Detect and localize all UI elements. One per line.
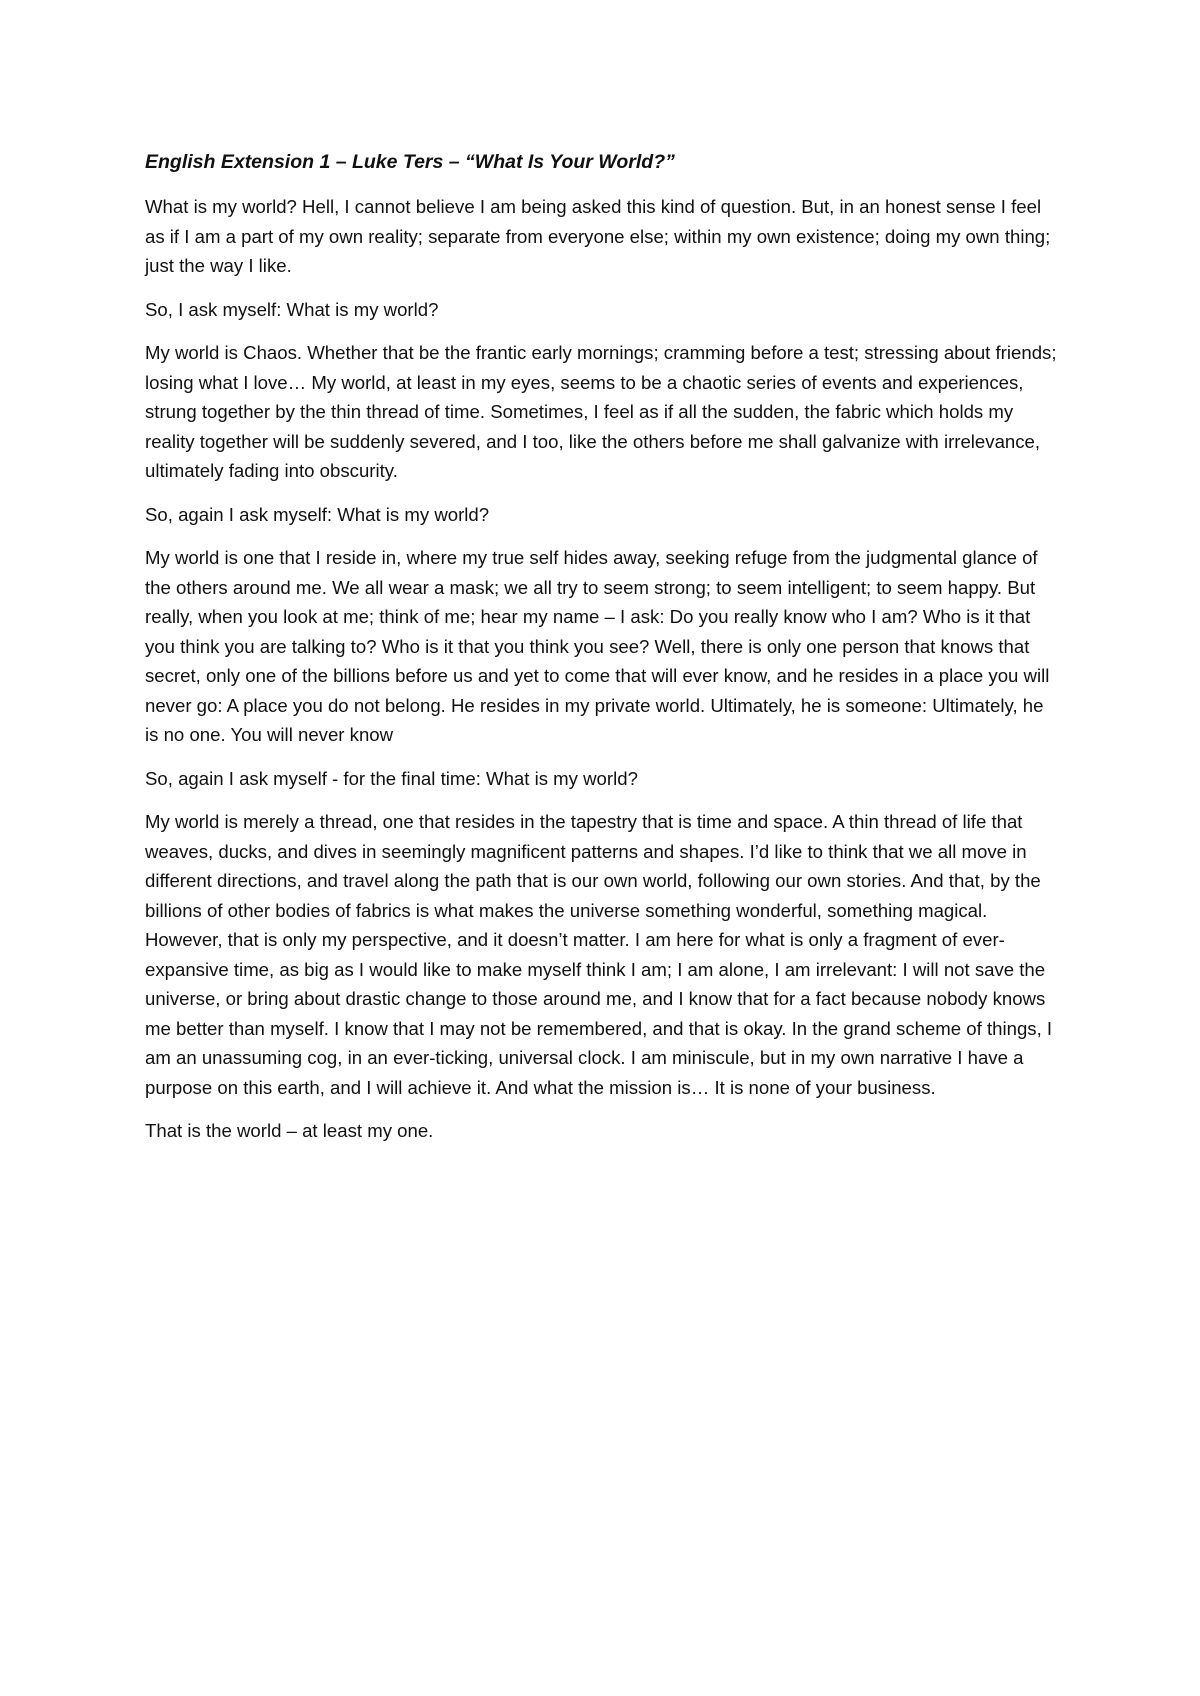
paragraph-conclusion: That is the world – at least my one.	[145, 1120, 434, 1141]
paragraph-thread: My world is merely a thread, one that resides in the tapestry that is time and space. A thin thread of life that weaves, ducks, and dives in seemingly magnificent patterns and shapes. I’d like to think that we all move in different directions, and travel along the path that is our own world, following our own stories. And that, by the billions of other bodies of fabrics is what makes the universe something wonderful, something magical. However, that is only my perspective, and it doesn’t matter. I am here for what is only a fragment of ever-expansive time, as big as I would like to make myself think I am; I am alone, I am irrelevant: I will not save the universe, or bring about drastic change to those around me, and I know that for a fact because nobody knows me better than myself. I know that I may not be remembered, and that is okay. In the grand scheme of things, I am an unassuming cog, in an ever-ticking, universal clock. I am miniscule, but in my own narrative I have a purpose on this earth, and I will achieve it. And what the mission is… It is none of your business.	[145, 811, 1053, 1098]
document-title: English Extension 1 – Luke Ters – “What Is Your World?”	[145, 151, 675, 173]
document-body	[145, 150, 1060, 1160]
paragraph-question-2: So, again I ask myself: What is my world?	[145, 503, 490, 525]
paragraph-private-world: My world is one that I reside in, where my true self hides away, seeking refuge from the judgmental glance of the others around me. We all wear a mask; we all try to seem strong; to seem intelligent; to seem happy. But really, when you look at me; think of me; hear my name – I ask: Do you really know who I am? Who is it that you think you are talking to? Who is it that you think you see? Well, there is only one person that knows that secret, only one of the billions before us and yet to come that will ever know, and he resides in a place you will never go: A place you do not belong. He resides in my private world. Ultimately, he is someone: Ultimately, he is no one. You will never know	[145, 547, 1050, 745]
paragraph-intro: What is my world? Hell, I cannot believe I am being asked this kind of question. But, in an honest sense I feel as if I am a part of my own reality; separate from everyone else; within my own existence; doing my own thing; just the way I like.	[145, 196, 1051, 276]
paragraph-chaos: My world is Chaos. Whether that be the frantic early mornings; cramming before a test; stressing about friends; losing what I love… My world, at least in my eyes, seems to be a chaotic series of events and experiences, strung together by the thin thread of time. Sometimes, I feel as if all the sudden, the fabric which holds my reality together will be suddenly severed, and I too, like the others before me shall galvanize with irrelevance, ultimately fading into obscurity.	[145, 342, 1057, 481]
paragraph-question-1: So, I ask myself: What is my world?	[145, 298, 439, 320]
paragraph-question-final: So, again I ask myself - for the final time: What is my world?	[145, 767, 638, 789]
